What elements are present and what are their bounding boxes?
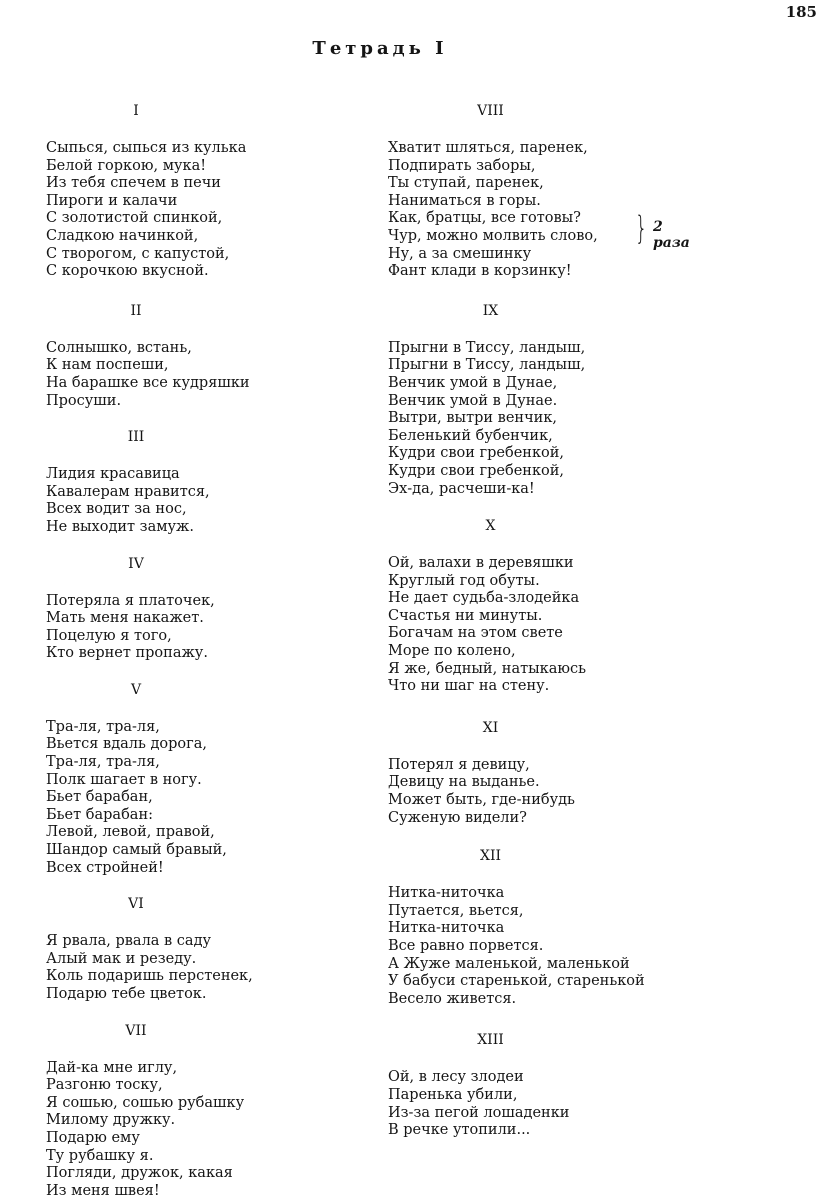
verse-line: Паренька убили, [388,1086,518,1103]
poem-lines [388,555,688,696]
verse-line: С корочкою вкусной. [46,263,209,280]
verse-line: С творогом, с капустой, [46,245,230,262]
verse-line: Прыгни в Тиссу, ландыш, [388,339,586,356]
poem [46,302,336,410]
verse-line: Коль подаришь перстенек, [46,968,253,985]
verse-line: Левой, левой, правой, [46,824,215,841]
verse-line: Мать меня накажет. [46,610,204,627]
verse-line: Нитка-ниточка [388,885,505,902]
verse-line: Сыпься, сыпься из кулька [46,140,247,156]
poem-number: XII [479,848,502,865]
verse-line: Ну, а за смешинку [388,245,532,262]
poem [388,517,688,696]
verse-line: Суженую видели? [388,809,527,826]
verse-line: Кто вернет пропажу. [46,645,208,662]
notebook-title: Тетрадь I [312,38,448,59]
poem-number: VII [125,1022,147,1039]
poem-lines [388,340,688,498]
verse-line: Шандор самый бравый, [46,842,227,859]
verse-line: Венчик умой в Дунае, [388,374,558,391]
verse-line: Полк шагает в ногу. [46,771,202,788]
verse-line: Богачам на этом свете [388,625,563,642]
verse-line: Я сошью, сошью рубашку [46,1094,245,1111]
verse-line: Эх-да, расчеши-ка! [388,480,535,497]
right-column [388,102,688,1140]
verse-line: Прыгни в Тиссу, ландыш, [388,357,586,374]
verse-line: Из-за пегой лошаденки [388,1104,570,1121]
verse-line: Подпирать заборы, [388,157,536,174]
poem [388,847,688,1008]
poem-number: XI [482,719,499,736]
poem-lines [388,1069,688,1139]
poem-number: IX [482,302,499,319]
poem [388,102,688,281]
verse-line: Хватит шляться, паренек, [388,140,588,156]
poem-lines [388,757,688,827]
verse-line: Потерял я девицу, [388,756,530,773]
poem-lines [46,593,336,663]
verse-line: Подарю ему [46,1129,140,1146]
verse-line: Всех стройней! [46,859,164,876]
verse-line: Кавалерам нравится, [46,483,210,500]
verse-line: Тра-ля, тра-ля, [46,754,160,771]
verse-line: Я рвала, рвала в саду [46,933,212,950]
verse-line: Что ни шаг на стену. [388,678,550,695]
verse-line: Девицу на выданье. [388,774,540,791]
verse-line: Дай-ка мне иглу, [46,1059,178,1076]
poem-lines [46,466,336,536]
verse-line: Я же, бедный, натыкаюсь [388,660,587,677]
verse-line: Венчик умой в Дунае. [388,392,558,409]
poem-lines [46,933,336,1003]
verse-line: Солнышко, встань, [46,339,192,356]
poem-number: XIII [477,1032,504,1049]
verse-line: Тра-ля, тра-ля, [46,718,160,735]
verse-line: Кудри свои гребенкой, [388,462,565,479]
verse-line: Из меня швея! [46,1182,160,1199]
verse-line: Весело живется. [388,990,517,1007]
verse-line: В речке утопили... [388,1122,531,1139]
poem-number: II [130,302,142,319]
verse-line: У бабуси старенькой, старенькой [388,973,645,990]
verse-line: Ты ступай, паренек, [388,175,544,192]
poem-lines [46,719,336,877]
poem-lines [46,340,336,410]
verse-line: Из тебя спечем в печи [46,175,221,192]
poem-lines [46,1060,336,1200]
poem-lines [388,885,688,1008]
verse-line: Наниматься в горы. [388,192,541,209]
left-column [46,102,336,1200]
verse-line: А Жуже маленькой, маленькой [388,955,630,972]
verse-line: Море по колено, [388,643,516,660]
verse-line: Не выходит замуж. [46,518,194,535]
verse-line: С золотистой спинкой, [46,210,223,227]
poem-number: X [485,518,496,535]
verse-line: Пироги и калачи [46,192,178,209]
verse-line: Лидия красавица [46,466,180,483]
verse-line: Может быть, где-нибудь [388,792,575,809]
poem-number: I [133,103,139,119]
verse-line: Счастья ни минуты. [388,607,543,624]
verse-line: Всех водит за нос, [46,501,187,518]
verse-line: Бьет барабан, [46,789,153,806]
poem-number: VI [128,896,144,913]
verse-line: Ой, валахи в деревяшки [388,555,574,572]
poem-number: VIII [477,103,504,119]
verse-line: Ой, в лесу злодеи [388,1069,524,1086]
poem [46,895,336,1003]
poem [388,1031,688,1139]
poem [46,428,336,536]
verse-line: Вытри, вытри венчик, [388,410,557,427]
poem [46,555,336,663]
verse-line: Путается, вьется, [388,902,524,919]
verse-line: Белой горкою, мука! [46,157,207,174]
poem [388,719,688,827]
verse-line: Алый мак и резеду. [46,950,197,967]
repeat-bracket: } [635,209,648,247]
verse-line: Вьется вдаль дорога, [46,736,208,753]
poem [388,302,688,498]
verse-line: Фант клади в корзинку! [388,263,572,280]
verse-line: Не дает судьба-злодейка [388,590,580,607]
verse-line: Бьет барабан: [46,806,153,823]
verse-line: Потеряла я платочек, [46,592,215,609]
verse-line: Погляди, дружок, какая [46,1165,233,1182]
verse-line: Кудри свои гребенкой, [388,445,565,462]
verse-line: Поцелую я того, [46,627,172,644]
poem-number: IV [128,555,144,572]
verse-line: Все равно порвется. [388,938,544,954]
poem-number: III [127,429,145,446]
verse-line: К нам поспеши, [46,357,169,374]
repeat-note: 2 раза [653,219,690,251]
verse-line: Чур, можно молвить слово, [388,227,598,244]
verse-line: На барашке все кудряшки [46,374,250,391]
verse-line: Круглый год обуты. [388,572,540,589]
poem [46,681,336,877]
verse-line: Нитка-ниточка [388,920,505,937]
verse-line: Просуши. [46,392,122,409]
poem-number: V [130,681,142,698]
verse-line: Как, братцы, все готовы? [388,210,581,227]
verse-line: Сладкою начинкой, [46,227,199,244]
verse-line: Подарю тебе цветок. [46,986,207,1002]
page-number: 185 [785,3,817,21]
poem [46,102,336,281]
poem [46,1022,336,1200]
verse-line: Разгоню тоску, [46,1077,163,1094]
verse-line: Беленький бубенчик, [388,427,553,444]
poem-lines [46,140,336,281]
verse-line: Милому дружку. [46,1112,176,1129]
verse-line: Ту рубашку я. [46,1147,154,1164]
